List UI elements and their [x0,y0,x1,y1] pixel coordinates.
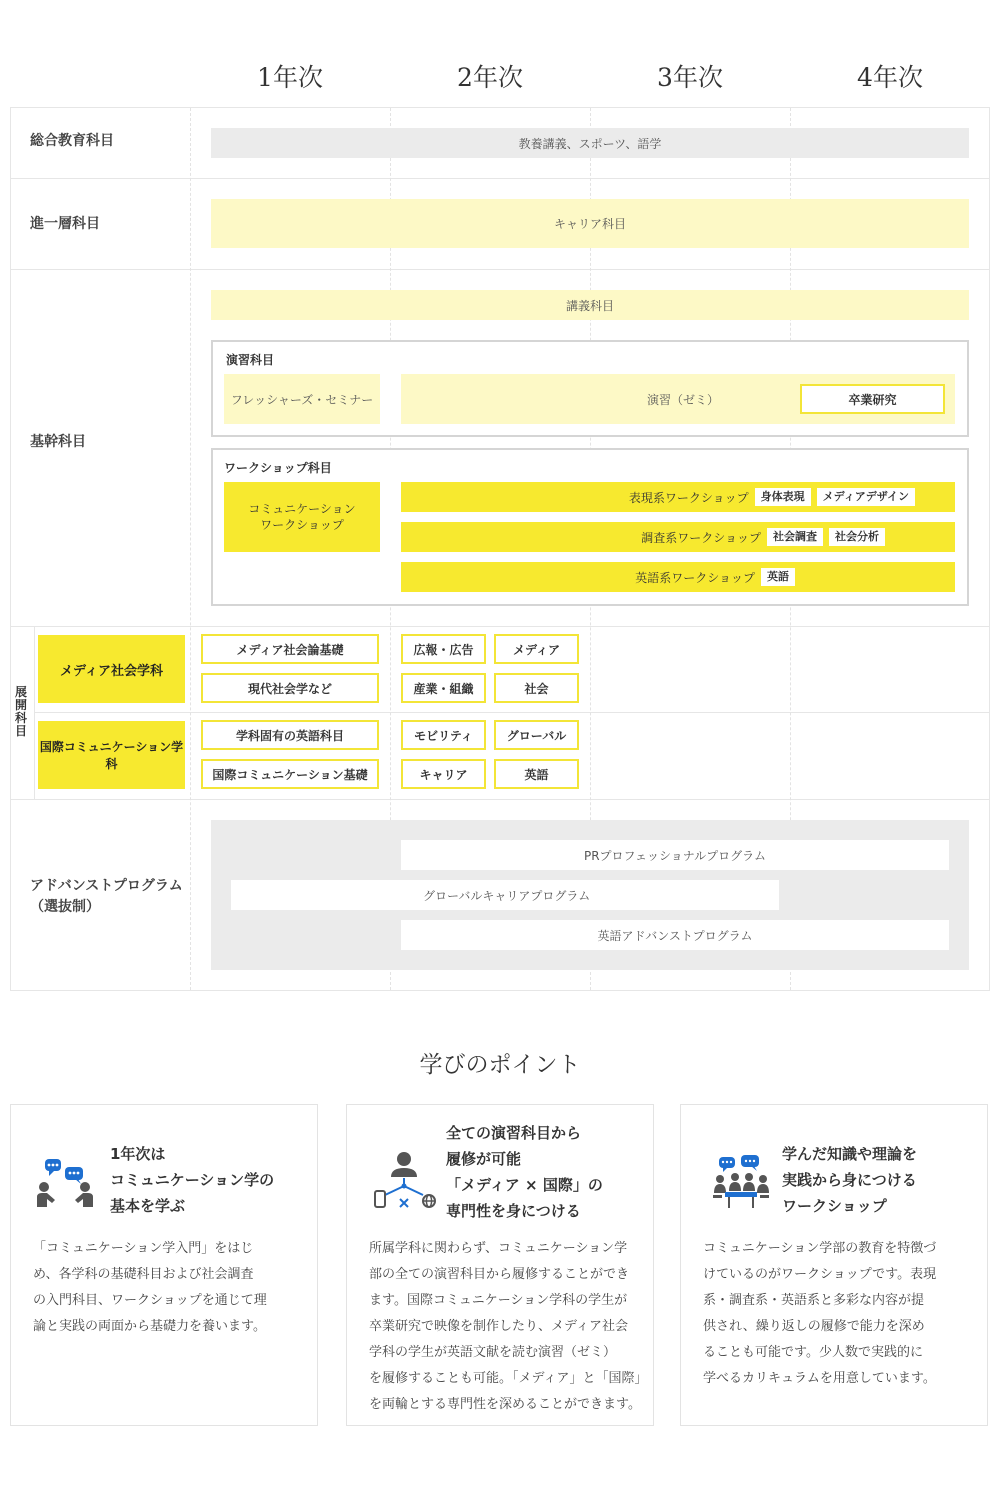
network-icon [371,1151,437,1209]
card-heading-line: ワークショップ [782,1197,887,1215]
subject-box: モビリティ [401,720,486,750]
row-divider [10,799,990,800]
subject-box: 現代社会学など [201,673,379,703]
subject-box: 学科固有の英語科目 [201,720,379,750]
card-body-line: ます。国際コミュニケーション学科の学生が [369,1293,628,1308]
year-header-3: 3年次 [657,63,723,92]
card-heading-line: コミュニケーション学の [110,1171,275,1189]
card-body-line: 部の全ての演習科目から履修することができ [369,1267,630,1282]
card-body-line: め、各学科の基礎科目および社会調査 [33,1267,254,1282]
practice-subjects-title: 演習科目 [226,353,275,367]
english-workshop-label: 英語系ワークショップ [635,570,755,585]
expression-workshop-bar [401,482,955,512]
card-heading-line: 全ての演習科目から [446,1124,582,1142]
subject-box: メディア [494,634,579,664]
row-label-advanced: 進一層科目 [30,216,100,232]
card-body-line: 論と実践の両面から基礎力を養います。 [33,1319,266,1334]
conversation-icon [35,1157,95,1209]
row-divider [34,712,990,713]
card-body-line: ることも可能です。少人数で実践的に [703,1345,923,1360]
workshop-tag: メディアデザイン [817,488,915,506]
card-body-line: 学べるカリキュラムを用意しています。 [703,1371,936,1386]
card-body-line: 所属学科に関わらず、コミュニケーション学 [369,1241,628,1256]
row-label-program-note: （選抜制） [30,899,100,915]
english-advanced-program-bar: 英語アドバンストプログラム [401,920,949,950]
row-divider [10,178,990,179]
freshers-seminar-bar: フレッシャーズ・セミナー [224,374,380,424]
communication-workshop-line: コミュニケーション [248,502,356,516]
card-body-line: を履修することも可能。「メディア」と「国際」 [369,1371,648,1386]
workshop-subjects-title: ワークショップ科目 [224,461,332,475]
dept-media-society: メディア社会学科 [38,635,185,703]
point-card-2 [346,1104,654,1426]
english-workshop-bar [401,562,955,592]
card-body-line: コミュニケーション学部の教育を特徴づ [703,1241,937,1256]
card-body-line: の入門科目、ワークショップを通じて理 [33,1293,267,1308]
subject-box: メディア社会論基礎 [201,634,379,664]
column-divider [34,627,35,799]
card-body-line: 学科の学生が英語文献を読む演習（ゼミ） [369,1345,617,1360]
workshop-tag: 身体表現 [755,488,811,506]
expression-workshop-label: 表現系ワークショップ [628,490,749,505]
card-body-line: けているのがワークショップです。表現 [703,1267,937,1282]
subject-box: 産業・組織 [401,673,486,703]
card-heading [446,1120,603,1224]
card-heading-line: 実践から身につける [782,1171,917,1189]
points-section-title: 学びのポイント [419,1052,581,1078]
subject-box: 英語 [494,759,579,789]
graduation-research-box: 卒業研究 [800,384,945,414]
communication-workshop-line: ワークショップ [260,518,344,532]
row-label-general: 総合教育科目 [30,133,114,149]
communication-workshop-bar [224,482,380,552]
row-divider [10,626,990,627]
research-workshop-label: 調査系ワークショップ [641,530,761,545]
card-body-line: 系・調査系・英語系と多彩な内容が提 [703,1293,925,1308]
year-header-2: 2年次 [457,63,523,92]
card-body-line: を両輪とする専門性を深めることができます。 [369,1397,641,1412]
workshop-tag: 社会分析 [829,528,885,546]
card-heading-line: 1年次は [110,1145,166,1163]
row-divider [10,269,990,270]
year-header-1: 1年次 [257,63,323,92]
row-label-core: 基幹科目 [30,434,86,450]
research-workshop-bar [401,522,955,552]
year-header-4: 4年次 [857,63,923,92]
point-card-1 [10,1104,318,1426]
card-heading-line: 専門性を身につける [446,1202,581,1220]
card-body [703,1236,967,1392]
workshop-tag: 英語 [761,568,795,586]
card-heading-line: 学んだ知識や理論を [782,1145,918,1163]
dept-international-communication: 国際コミュニケーション学科 [38,721,185,789]
subject-box: グローバル [494,720,579,750]
card-body-line: 供され、繰り返しの履修で能力を深め [703,1319,925,1334]
card-body [33,1236,297,1340]
general-education-bar: 教養講義、スポーツ、語学 [211,128,969,158]
workshop-tag: 社会調査 [767,528,823,546]
global-career-program-bar: グローバルキャリアプログラム [231,880,779,910]
card-heading-line: 基本を学ぶ [110,1197,186,1215]
card-heading [782,1141,917,1219]
row-label-development: 展開科目 [14,685,27,738]
row-label-program: アドバンストプログラム [30,878,183,894]
pr-professional-program-bar: PRプロフェッショナルプログラム [401,840,949,870]
subject-box: 国際コミュニケーション基礎 [201,759,379,789]
career-subjects-bar: キャリア科目 [211,199,969,248]
subject-box: キャリア [401,759,486,789]
card-heading-line: 「メディア × 国際」の [446,1176,603,1194]
card-body-line: 「コミュニケーション学入門」をはじ [33,1241,254,1256]
card-body [369,1236,648,1418]
card-heading-line: 履修が可能 [446,1150,522,1168]
year-divider [190,108,191,990]
seminar-label: 演習（ゼミ） [647,392,720,407]
lecture-subjects-bar: 講義科目 [211,290,969,320]
card-body-line: 卒業研究で映像を制作したり、メディア社会 [369,1319,628,1334]
workshop-icon [711,1155,771,1209]
card-heading [110,1141,274,1219]
point-card-3 [680,1104,988,1426]
subject-box: 社会 [494,673,579,703]
subject-box: 広報・広告 [401,634,486,664]
